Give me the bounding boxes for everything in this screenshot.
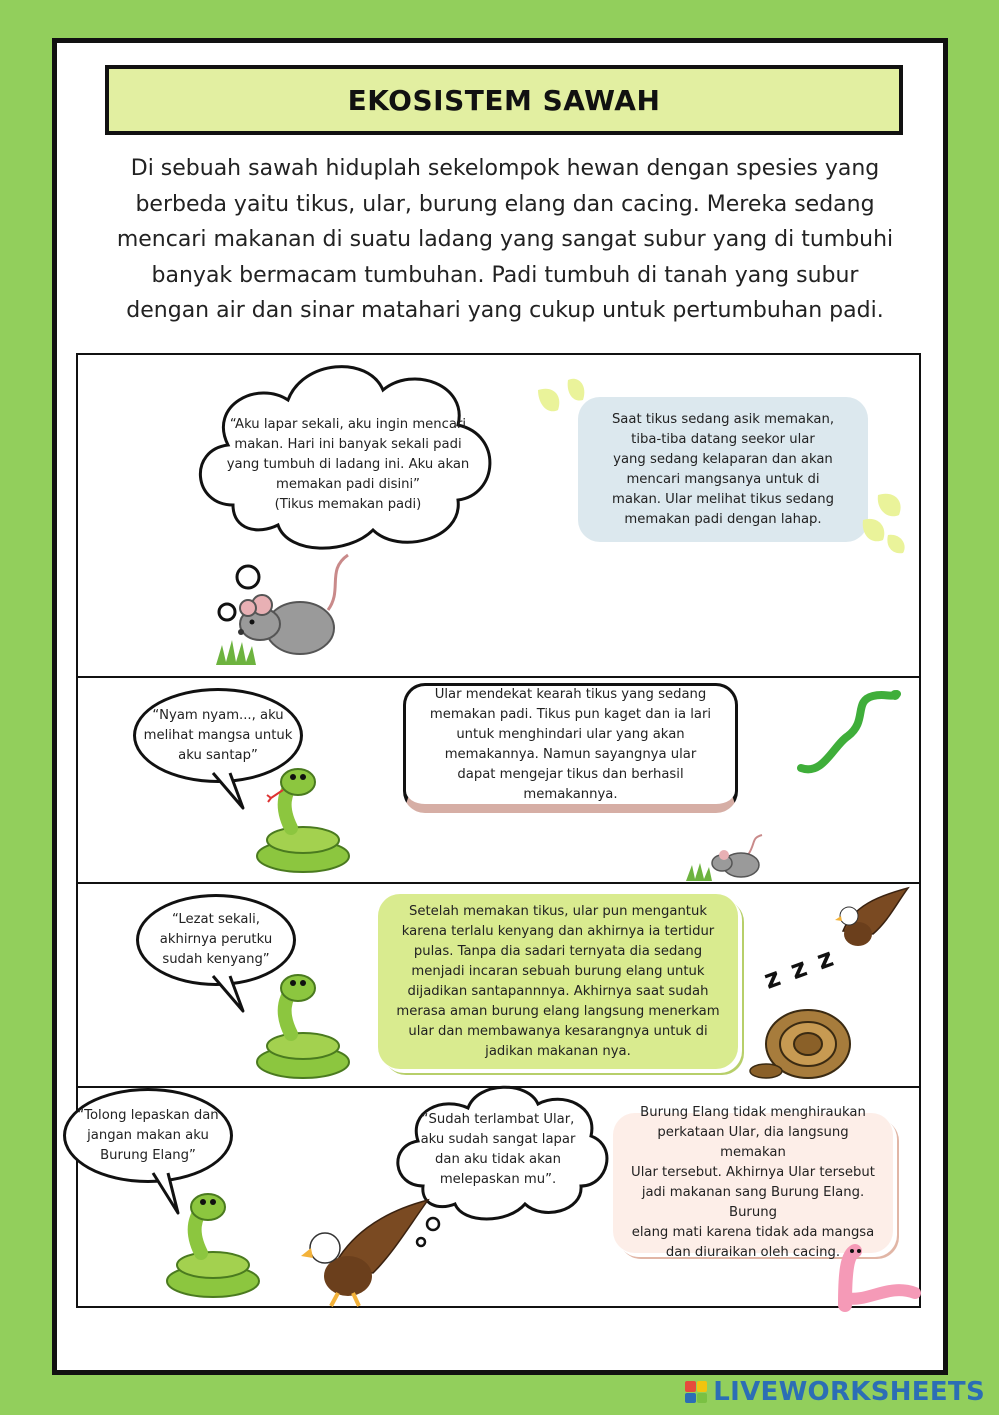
liveworksheets-watermark	[685, 1377, 985, 1407]
text-line: “Nyam nyam..., aku	[152, 707, 284, 723]
text-line: makan. Hari ini banyak sekali padi	[234, 437, 462, 452]
text-line: akhirnya perutku	[159, 932, 273, 947]
text-line: Burung Elang tidak menghiraukan	[640, 1105, 866, 1120]
thought-text-tikus	[203, 415, 493, 515]
narration-box-4	[613, 1105, 893, 1260]
speech-bubble-ular-3	[63, 1088, 233, 1183]
text-line: Burung Elang”	[100, 1147, 196, 1163]
mouse-icon	[208, 550, 368, 675]
sparkle-decoration	[533, 375, 913, 555]
text-line: perkataan Ular, dia langsung memakan	[657, 1125, 849, 1160]
green-snake-icon	[793, 686, 903, 781]
text-line: pulas. Tanpa dia sadari ternyata dia sedang	[413, 943, 703, 959]
snake-icon	[243, 974, 353, 1084]
narration-text-4	[623, 1103, 883, 1263]
text-line: “Lezat sekali,	[171, 912, 260, 927]
thought-text-elang	[398, 1110, 598, 1190]
intro-line: Di sebuah sawah hiduplah sekelompok hewan dengan spesies yang	[130, 156, 880, 181]
text-line: “Sudah terlambat Ular,	[421, 1112, 575, 1127]
text-line: “Aku lapar sekali, aku ingin mencari	[229, 417, 467, 432]
page-title: EKOSISTEM SAWAH	[347, 83, 661, 117]
worksheet-page	[52, 38, 948, 1375]
liveworksheets-logo-icon	[685, 1381, 707, 1403]
text-line: dan diuraikan oleh cacing.	[665, 1245, 841, 1260]
snake-icon	[243, 768, 353, 878]
text-line: aku santap”	[178, 747, 258, 763]
text-line: mencari mangsanya untuk di	[626, 471, 820, 487]
text-line: Ular mendekat kearah tikus yang sedang	[434, 687, 707, 702]
intro-line: mencari makanan di suatu ladang yang sangat subur yang di tumbuhi	[116, 227, 894, 252]
narration-box-3	[378, 894, 738, 1069]
text-line: dijadikan santapannnya. Akhirnya saat sudah	[407, 983, 709, 999]
text-line: sudah kenyang”	[162, 952, 270, 967]
text-line: (Tikus memakan padi)	[274, 497, 422, 512]
text-line: yang tumbuh di ladang ini. Aku akan	[226, 457, 470, 472]
text-line: memakannya.	[523, 787, 618, 802]
text-line: memakan padi disini”	[275, 477, 421, 492]
panel-2	[78, 676, 919, 884]
speech-tail	[208, 773, 248, 813]
narration-text-3	[396, 902, 719, 1062]
sleep-text: z z z	[760, 942, 840, 996]
speech-text	[144, 706, 293, 766]
intro-line: dengan air dan sinar matahari yang cukup untuk pertumbuhan padi.	[126, 298, 884, 323]
panel-4	[78, 1086, 919, 1308]
text-line: Setelah memakan tikus, ular pun mengantuk	[409, 903, 707, 919]
snake-icon	[153, 1193, 263, 1303]
text-line: merasa aman burung elang langsung menerkam	[396, 1003, 720, 1019]
text-line: karena terlalu kenyang dan akhirnya ia tertidur	[401, 923, 715, 939]
watermark-text: LIVEWORKSHEETS	[713, 1377, 985, 1407]
speech-text	[77, 1106, 218, 1166]
text-line: memakan padi. Tikus pun kaget dan ia lari	[429, 707, 712, 722]
narration-box-2	[403, 683, 738, 813]
text-line: aku sudah sangat lapar	[420, 1132, 576, 1147]
sleeping-python-icon	[748, 999, 858, 1084]
text-line: Saat tikus sedang asik memakan,	[611, 411, 835, 427]
speech-bubble-ular-2	[136, 894, 296, 986]
narration-text-2	[430, 685, 711, 805]
text-line: jadi makanan sang Burung Elang. Burung	[641, 1185, 865, 1220]
intro-paragraph	[107, 151, 903, 329]
panel-3	[78, 882, 919, 1088]
worm-icon	[833, 1243, 923, 1308]
text-line: elang mati karena tidak ada mangsa	[631, 1225, 875, 1240]
text-line: yang sedang kelaparan dan akan	[613, 451, 833, 467]
text-line: dapat mengejar tikus dan berhasil	[457, 767, 684, 782]
text-line: “Tolong lepaskan dan	[77, 1107, 219, 1123]
text-line: memakan padi dengan lahap.	[624, 511, 822, 527]
speech-text	[160, 910, 272, 970]
panel-1	[78, 355, 919, 676]
text-line: jangan makan aku	[87, 1127, 209, 1143]
eagle-icon	[293, 1198, 433, 1308]
title-box	[105, 65, 903, 135]
intro-line: banyak bermacam tumbuhan. Padi tumbuh di tanah yang subur	[151, 262, 859, 288]
text-line: makan. Ular melihat tikus sedang	[612, 491, 834, 507]
text-line: dan aku tidak akan	[435, 1152, 561, 1167]
text-line: Ular tersebut. Akhirnya Ular tersebut	[631, 1165, 875, 1180]
text-line: untuk menghindari ular yang akan	[456, 727, 685, 742]
speech-tail	[208, 976, 248, 1016]
text-line: melihat mangsa untuk	[143, 727, 293, 743]
small-mouse-icon	[686, 833, 776, 883]
text-line: tiba-tiba datang seekor ular	[631, 431, 815, 447]
text-line: ular dan membawanya kesarangnya untuk di	[408, 1023, 708, 1039]
text-line: melepaskan mu”.	[439, 1172, 557, 1187]
comic-panels	[76, 353, 921, 1308]
eagle-icon	[833, 886, 913, 956]
text-line: jadikan makanan nya.	[485, 1043, 631, 1059]
intro-line: berbeda yaitu tikus, ular, burung elang dan cacing. Mereka sedang	[135, 191, 875, 217]
text-line: memakannya. Namun sayangnya ular	[444, 747, 697, 762]
text-line: menjadi incaran sebuah burung elang untuk	[411, 963, 705, 979]
